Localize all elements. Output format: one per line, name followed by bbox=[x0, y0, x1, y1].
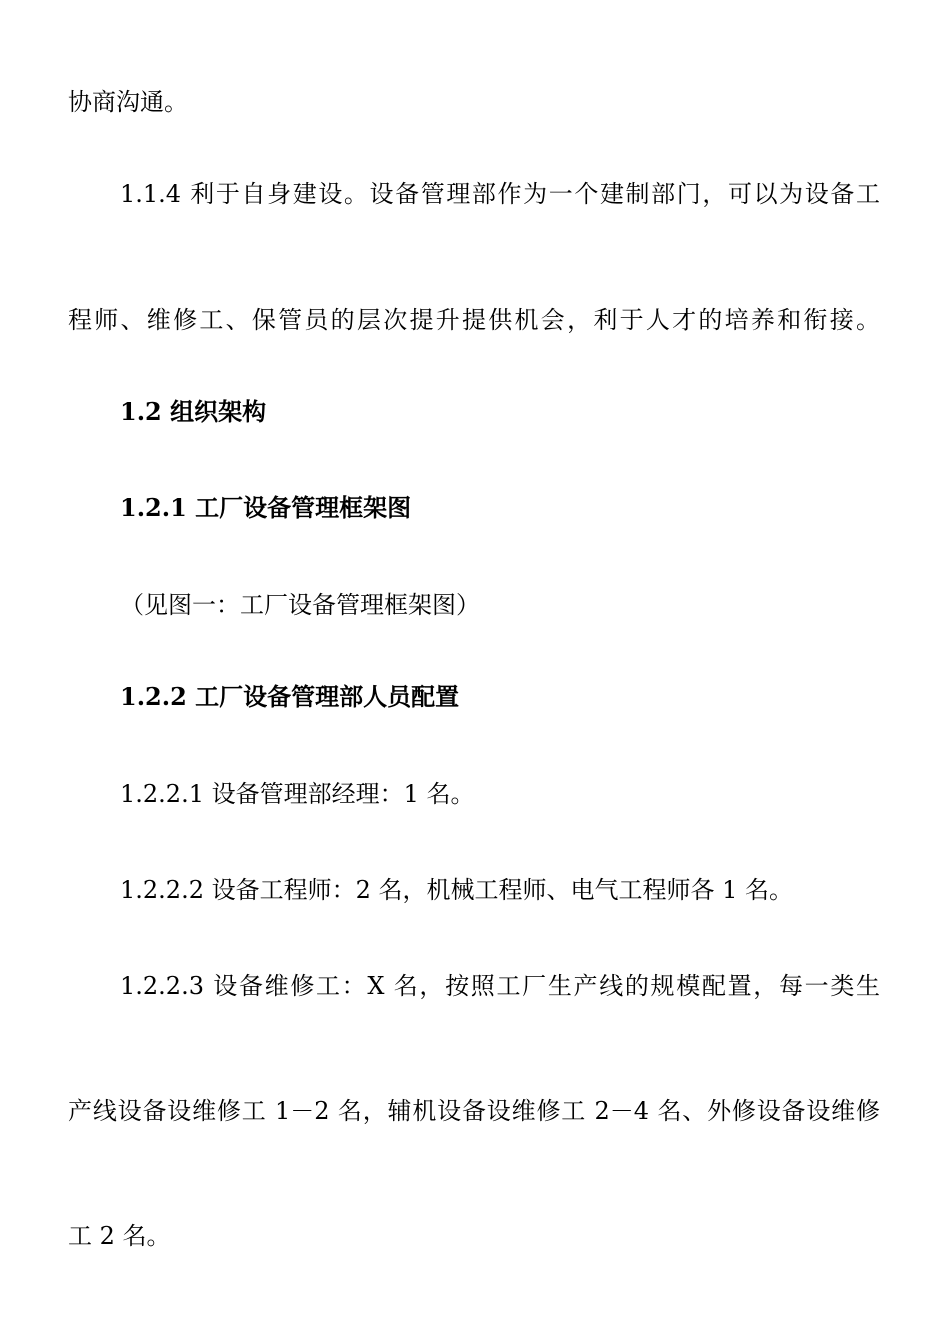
paragraph-line: 程师、维修工、保管员的层次提升提供机会，利于人才的培养和衔接。 bbox=[68, 306, 880, 334]
subsection-heading: 1.2.1 工厂设备管理框架图 bbox=[120, 493, 412, 522]
section-heading: 1.2 组织架构 bbox=[120, 397, 267, 426]
paragraph-line: 协商沟通。 bbox=[68, 88, 188, 116]
paragraph-line: 1.2.2.3 设备维修工：X 名，按照工厂生产线的规模配置，每一类生 bbox=[120, 972, 880, 1000]
paragraph-line: 产线设备设维修工 1－2 名，辅机设备设维修工 2－4 名、外修设备设维修 bbox=[68, 1097, 880, 1125]
figure-reference: （见图一：工厂设备管理框架图） bbox=[120, 591, 480, 619]
paragraph-line: 1.1.4 利于自身建设。设备管理部作为一个建制部门，可以为设备工 bbox=[120, 180, 880, 208]
subsection-heading: 1.2.2 工厂设备管理部人员配置 bbox=[120, 682, 460, 711]
paragraph-line: 1.2.2.1 设备管理部经理：1 名。 bbox=[120, 780, 475, 808]
paragraph-line: 工 2 名。 bbox=[68, 1222, 171, 1250]
paragraph-line: 1.2.2.2 设备工程师：2 名，机械工程师、电气工程师各 1 名。 bbox=[120, 876, 794, 904]
